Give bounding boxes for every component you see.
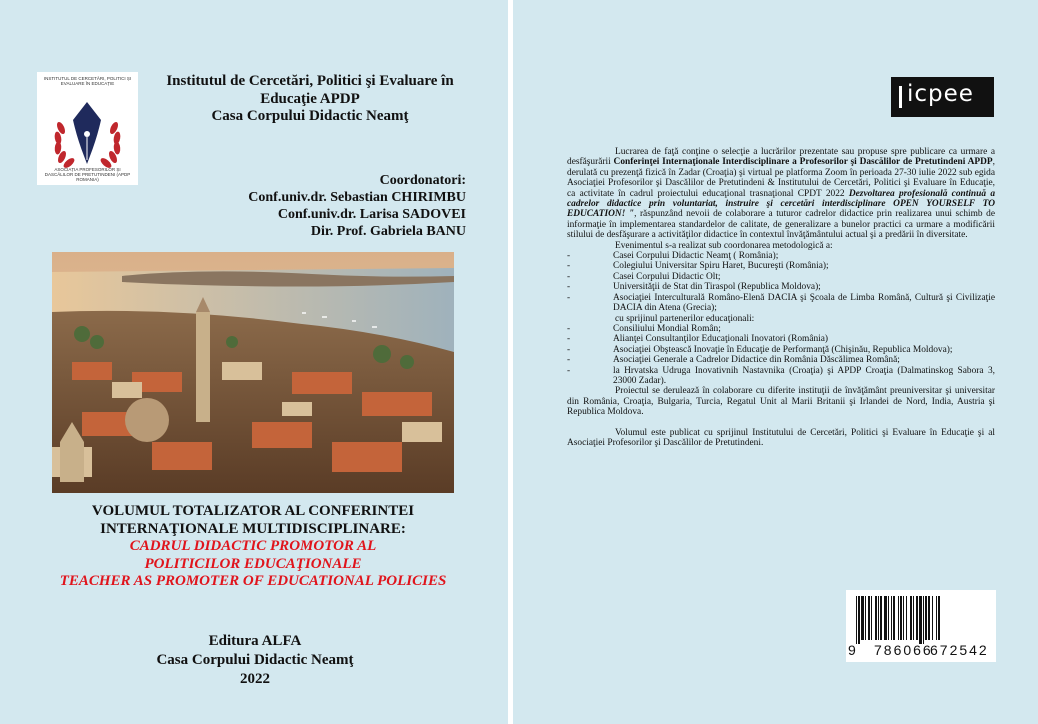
barcode-bar: [919, 596, 922, 644]
icpee-logo: [891, 77, 994, 117]
institution-line-3: Casa Corpului Didactic Neamţ: [211, 108, 409, 124]
list-item: - Asociaţiei Obştească Inovaţie în Educaţie de Performanţă (Chişinău, Republica Moldova);: [567, 344, 953, 355]
barcode-bar: [884, 596, 887, 640]
publication-year: 2022: [240, 671, 270, 687]
text-span: Lucrarea de faţă conţine o selecţie a lucrărilor prezentate sau propuse spre publicare ca urmare a desfăşurării: [567, 147, 995, 168]
list-item: - Casei Corpului Didactic Olt;: [567, 271, 721, 282]
logo-bar-icon: [899, 86, 902, 108]
barcode-bar: [875, 596, 877, 640]
barcode-bar: [893, 596, 895, 640]
coordinator-name: Dir. Prof. Gabriela BANU: [310, 224, 466, 239]
barcode-bar: [880, 596, 882, 640]
publisher-block: [90, 632, 420, 689]
barcode-bar: [916, 596, 918, 640]
list-item: - Universităţii de Stat din Tiraspol (Republica Moldova);: [567, 282, 821, 293]
barcode-bar: [936, 596, 937, 640]
collaboration-paragraph: Proiectul se derulează în colaborare cu diferite instituţii de învăţământ preuniversitar şi universitar din România, Croaţia, Bulgaria, Turcia, Regatul Unit al Marii Britanii şi Irlandei de Nord, India, Austria şi Republica Moldova.: [567, 386, 995, 418]
barcode-bar: [898, 596, 899, 640]
title-line-2: INTERNAŢIONALE MULTIDISCIPLINARE:: [100, 520, 406, 537]
barcode-bar: [856, 596, 857, 644]
list-item: - Asociaţiei Interculturală Româno-Elenă DACIA şi Şcoala de Limba Română, Cultură şi Civilizaţie DACIA din Atena (Grecia);: [567, 292, 995, 314]
support-paragraph: Volumul este publicat cu sprijinul Institutului de Cercetări, Politici şi Evaluare în Educaţie şi al Asociaţiei Profesorilor şi Dascălilor de Pretutindeni.: [567, 427, 995, 448]
barcode-bar: [868, 596, 870, 640]
logo-bottom-text: ASOCIAȚIA PROFESORILOR ȘI DASCĂLILOR DE PRETUTINDENI (APDP ROMANIA): [44, 167, 131, 182]
partners-intro: cu sprijinul partenerilor educaţionali:: [615, 313, 755, 324]
publisher-house: Casa Corpului Didactic Neamţ: [156, 652, 354, 668]
barcode-bar: [906, 596, 907, 640]
barcode-bar: [858, 596, 860, 644]
logo-top-text: INSTITUTUL DE CERCETĂRI, POLITICI ȘI EVALUARE ÎN EDUCAȚIE: [43, 76, 132, 86]
isbn-barcode: [846, 590, 996, 662]
institution-block: [150, 73, 470, 126]
coordination-intro: Evenimentul s-a realizat sub coordonarea metodologică a:: [615, 240, 833, 251]
title-red-line-1: CADRUL DIDACTIC PROMOTOR AL: [129, 538, 377, 554]
barcode-bar: [910, 596, 912, 640]
text-span: , răspunzând nevoii de colaborare a tuturor cadrelor didactice prin realizarea unui schimb de informaţie în implementarea standardelor de calitate, de generalizare a bunelor practici ca urmare a modificării stilului de desfăşurare a activităţilor didactice în contextul învăţământului actual şi a predării în diversitate.: [567, 209, 995, 241]
list-item: - Colegiului Universitar Spiru Haret, Bucureşti (România);: [567, 261, 829, 272]
barcode-bar: [903, 596, 904, 640]
barcode-bar: [861, 596, 864, 640]
institution-line-1: Institutul de Cercetări, Politici şi Evaluare în: [166, 73, 454, 89]
coordinator-name: Conf.univ.dr. Larisa SADOVEI: [277, 207, 466, 222]
list-item: - Casei Corpului Didactic Neamţ ( România);: [567, 251, 779, 262]
coordinators-heading: Coordonatori:: [379, 173, 466, 188]
book-title: [20, 503, 486, 591]
barcode-bar: [871, 596, 872, 640]
list-item: - Asociaţiei Generale a Cadrelor Didactice din România Dăscălimea Română;: [567, 355, 900, 366]
barcode-bar: [923, 596, 924, 644]
barcode-bar: [938, 596, 940, 640]
barcode-digits-left: 786066: [874, 642, 933, 658]
barcode-digit-lead: 9: [848, 642, 856, 658]
coordinators-block: [248, 172, 466, 240]
icpee-brand-text: icpee: [907, 81, 974, 107]
project-name: Dezvoltarea profesională continuă a cadrelor didactice prin voluntariat, instruire şi cercetări interdisciplinare OPEN YOURSELF TO EDUCATION! ": [567, 188, 996, 220]
barcode-bar: [913, 596, 914, 640]
barcode-bar: [878, 596, 879, 640]
barcode-digits-right: 672542: [930, 642, 989, 658]
barcode-bar: [932, 596, 933, 640]
barcode-bar: [925, 596, 927, 640]
conference-name: Conferinţei Internaţionale Interdisciplinare a Profesorilor şi Dascălilor de Pretutindeni APDP: [613, 157, 993, 168]
back-cover-text: [567, 147, 995, 448]
coordinator-name: Conf.univ.dr. Sebastian CHIRIMBU: [248, 190, 466, 205]
barcode-bar: [865, 596, 866, 640]
barcode-bar: [900, 596, 902, 640]
list-item: - Alianţei Consultanţilor Educaţionali Inovatori (România): [567, 334, 829, 345]
intro-paragraph: [567, 147, 995, 241]
barcode-bar: [891, 596, 892, 640]
front-cover-page: [0, 0, 508, 724]
title-line-1: VOLUMUL TOTALIZATOR AL CONFERINTEI: [91, 503, 415, 519]
cover-photo-zadar: [52, 252, 454, 493]
list-item: - la Hrvatska Udruga Inovativnih Nastavnika (Croaţia) şi APDP Croaţia (Dalmatinskog Sabora 3, 23000 Zadar).: [567, 365, 995, 386]
title-red-line-3: TEACHER AS PROMOTER OF EDUCATIONAL POLICIES: [59, 573, 447, 589]
list-item: - Consiliului Mondial Român;: [567, 323, 721, 334]
text-span: , derulată cu prezenţă fizică în Zadar (Croaţia) şi virtual pe platforma Zoom în perioada 27-30 iulie 2022 sub egida Asociaţiei Profesorilor şi Dascălilor de Pretutindeni & Institutului de Cercetări, Politici şi Evaluare în Educaţie, ca activitate în cadrul proiectului educaţional trasnaţional CPDT 2022: [567, 157, 995, 199]
title-red-line-2: POLITICILOR EDUCAŢIONALE: [144, 555, 362, 572]
publisher-name: Editura ALFA: [208, 633, 302, 649]
barcode-bars: [854, 596, 988, 644]
barcode-bar: [928, 596, 930, 640]
institution-line-2: Educaţie APDP: [260, 90, 360, 107]
barcode-bar: [888, 596, 889, 640]
apdp-logo: [37, 72, 138, 185]
